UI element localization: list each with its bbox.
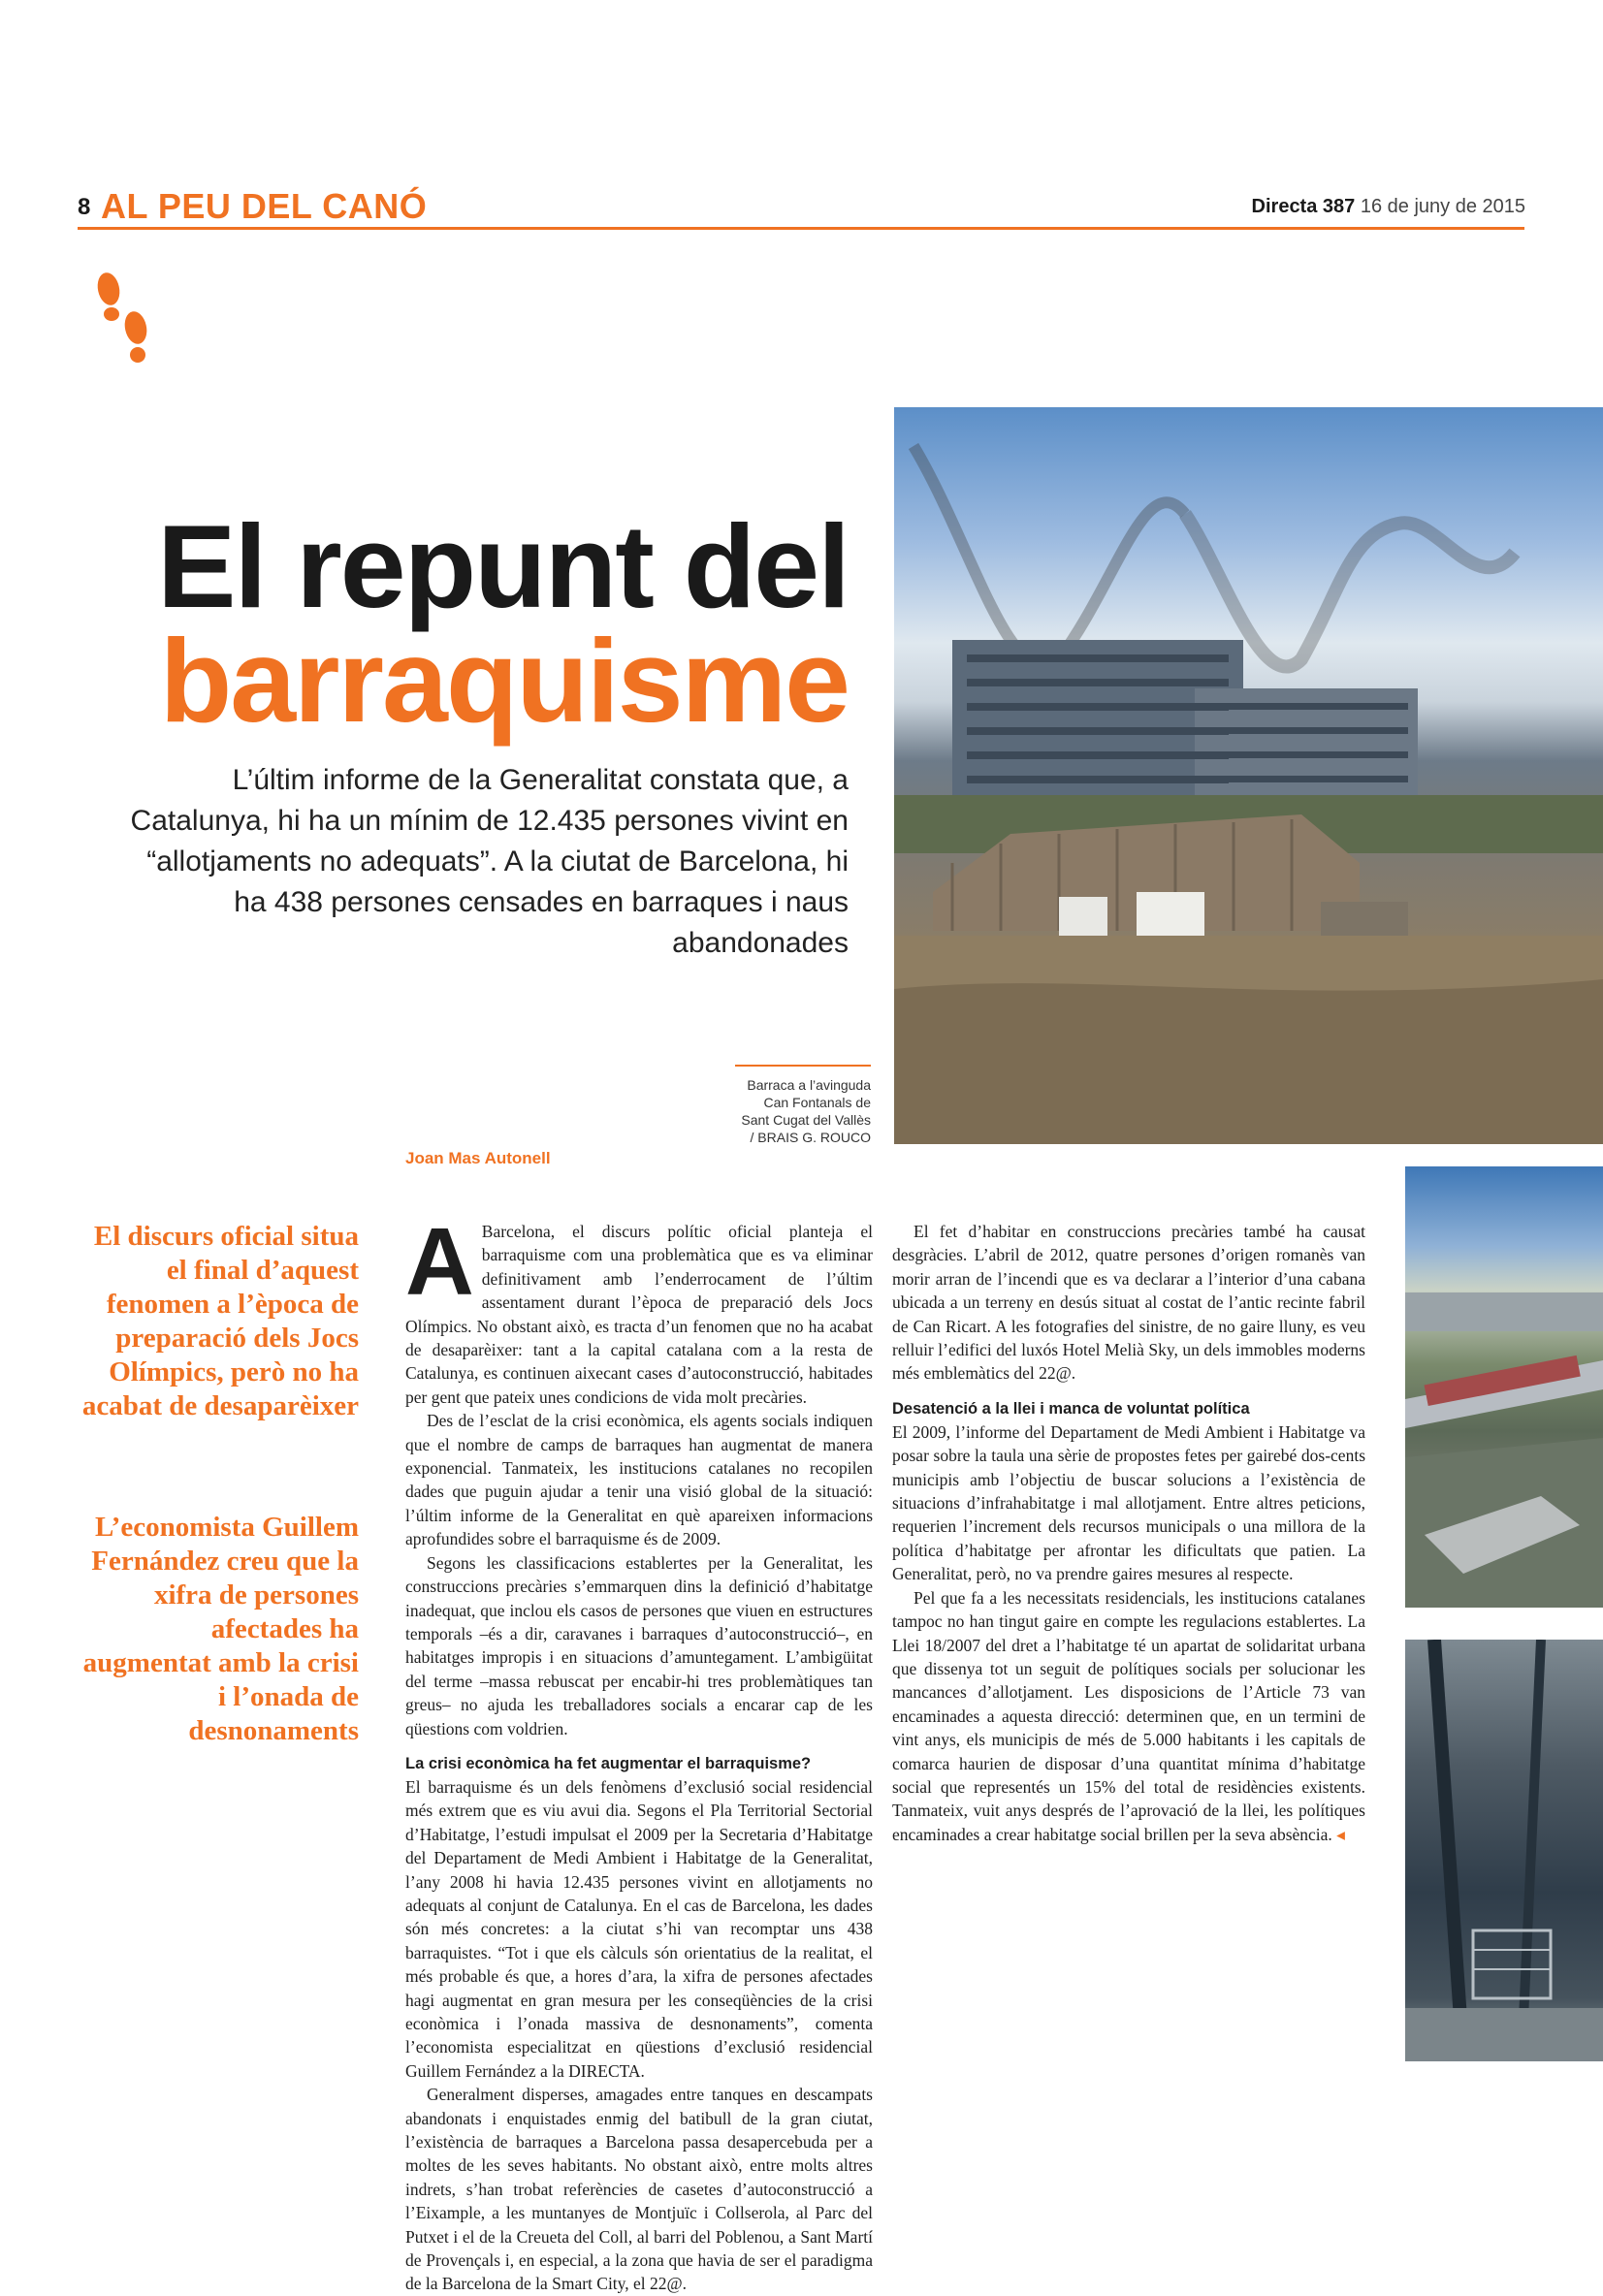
article-column-right <box>892 1220 1365 1846</box>
article-paragraph: El barraquisme és un dels fenòmens d’exclusió social residencial més extrem que es viu avui dia. Segons el Pla Territorial Sectorial d’Habitatge, l’estudi impulsat el 2009 per la Secretaria d’Habitatge del Departament de Medi Ambient i Habitatge de la Generalitat, l’any 2008 hi havia 12.435 persones vivint en allotjaments no adequats al conjunt de Catalunya. En el cas de Barcelona, les dades són més concretes: a la ciutat s’hi van recomptar uns 438 barraquistes. “Tot i que els càlculs són orientatius de la realitat, el més probable és que, a hores d’ara, la xifra de persones afectades hagi augmentat en gran mesura per les conseqüències de la crisi econòmica i l’onada massiva de desnonaments”, comenta l’economista especialitzat en qüestions d’exclusió residencial Guillem Fernández a la DIRECTA. <box>405 1776 873 2081</box>
caption-line: Can Fontanals de <box>763 1095 871 1110</box>
article-paragraph <box>405 1208 873 1409</box>
paragraph-text: Barcelona, el discurs polític oficial planteja el barraquisme com una problemàtica que es va eliminar definitivament amb l’enderrocament de l’últim assentament durant l’època de preparació dels Jocs Olímpics. No obstant això, es tracta d’un fenomen que no ha acabat de desaparèixer: tant a la capital catalana com a la resta de Catalunya, es continuen aixecant cases d’autoconstrucció, habitades per gent que pateix unes condicions de vida molt precàries. <box>405 1222 873 1407</box>
standfirst: L’últim informe de la Generalitat constata que, a Catalunya, hi ha un mínim de 12.435 persones vivint en “allotjaments no adequats”. A la ciutat de Barcelona, hi ha 438 persones censades en barraques i naus abandonades <box>130 764 849 959</box>
article-paragraph: Segons les classificacions establertes per la Generalitat, les construccions precàries s’emmarquen dins la definició d’habitatge inadequat, que inclou els casos de persones que viuen en estructures temporals –és a dir, caravanes i barraques d’autoconstrucció–, en habitatges impropis i en situacions d’amuntegament. L’ambigüitat del terme –massa rebuscat per encabir-hi tres problemàtiques tan greus– no ajuda les treballadores socials a encarar cap de les qüestions com voldrien. <box>405 1552 873 1738</box>
section-title: AL PEU DEL CANÓ <box>101 186 428 226</box>
article-paragraph: Generalment disperses, amagades entre tanques en descampats abandonats i enquistades enmig del batibull de la gran ciutat, l’existència de barraques a Barcelona passa desapercebuda per a moltes de les seves habitants. No obstant això, entre molts altres indrets, s’han trobat referències de casetes d’autoconstrucció a l’Eixample, a les muntanyes de Montjuïc i Collserola, al Parc del Putxet i el de la Creueta del Coll, al barri del Poblenou, a Sant Martí de Provençals i, en especial, a la zona que havia de ser el paradigma de la Barcelona de la Smart City, el 22@. <box>405 2085 873 2294</box>
issue-info <box>1252 196 1525 218</box>
publication-name: Directa 387 <box>1251 196 1356 217</box>
caption-line: Barraca a l’avinguda <box>747 1077 871 1093</box>
headline-line-1: El repunt del <box>157 500 849 632</box>
issue-date: 16 de juny de 2015 <box>1360 196 1525 217</box>
side-photo-2-illustration <box>1405 1640 1603 2061</box>
headline-line-2: barraquisme <box>159 615 849 747</box>
page-number: 8 <box>78 194 91 220</box>
photo-caption <box>679 1076 871 1146</box>
article-paragraph <box>892 1586 1365 1846</box>
caption-rule <box>735 1065 871 1067</box>
main-photo-illustration <box>894 407 1603 1144</box>
subheading: Desatenció a la llei i manca de voluntat política <box>892 1399 1250 1418</box>
caption-line: Sant Cugat del Vallès <box>741 1112 871 1128</box>
footprints-icon <box>89 268 157 374</box>
side-photo-1-illustration <box>1405 1166 1603 1608</box>
article-column-left <box>405 1208 873 2296</box>
pull-quote-1: El discurs oficial situa el final d’aquest fenomen a l’època de preparació dels Jocs Olímpics, però no ha acabat de desaparèixer <box>81 1221 359 1421</box>
main-photo <box>894 407 1603 1144</box>
photo-credit: / BRAIS G. ROUCO <box>750 1130 871 1145</box>
pull-quote-2: L’economista Guillem Fernández creu que la xifra de persones afectades ha augmentat amb la crisi i l’onada de desnonaments <box>82 1512 359 1746</box>
article-paragraph: El 2009, l’informe del Departament de Medi Ambient i Habitatge va posar sobre la taula una sèrie de propostes fetes per gairebé dos-cents municipis amb l’objectiu de buscar solucions a l’existència de situacions d’infrahabitatge i mal allotjament. Entre altres peticions, requerien l’increment dels recursos municipals o una millora de la política d’habitatge per afrontar les dificultats que patien. La Generalitat, però, no va prendre gaires mesures al respecte. <box>892 1421 1365 1584</box>
headline <box>157 500 849 747</box>
end-mark-icon: ◂ <box>1336 1824 1345 1844</box>
article-paragraph: El fet d’habitar en construccions precàries també ha causat desgràcies. L’abril de 2012, quatre persones d’origen romanès van morir arran de l’incendi que es va declarar a l’interior d’una cabana ubicada a un terreny en desús situat al costat de l’antic recinte fabril de Can Ricart. A les fotografies del sinistre, de no gaire lluny, es veu relluir l’edifici del luxós Hotel Melià Sky, un dels immobles moderns més emblemàtics del 22@. <box>892 1222 1365 1384</box>
paragraph-text: Pel que fa a les necessitats residencials, les institucions catalanes tampoc no han tingut gaire en compte les regulacions establertes. La Llei 18/2007 del dret a l’habitatge té un apartat de solidaritat urbana que dissenya tot un seguit de polítiques socials per solucionar les mancances d’allotjament. Les disposicions de l’Article 73 van encaminades a aquesta direcció: determinen que, en un termini de vint anys, els municipis de més de 5.000 habitants i les capitals de comarca haurien de disposar d’una quantitat mínima d’habitatge social que representés un 15% del total de residències existents. Tanmateix, vuit anys després de l’aprovació de la llei, les polítiques encaminades a crear habitatge social brillen per la seva absència. <box>892 1587 1365 1844</box>
byline: Joan Mas Autonell <box>405 1149 551 1167</box>
side-photo-railway <box>1405 1166 1603 1608</box>
subheading: La crisi econòmica ha fet augmentar el barraquisme? <box>405 1754 812 1772</box>
article-paragraph: Des de l’esclat de la crisi econòmica, els agents socials indiquen que el nombre de camps de barraques han augmentat de manera exponencial. Tanmateix, les institucions catalanes no recopilen dades que puguin ajudar a tenir una visió global de la situació: l’últim informe de la Generalitat en què apareixen informacions aprofundides sobre el barraquisme és de 2009. <box>405 1411 873 1549</box>
header-rule <box>78 227 1524 230</box>
drop-cap: A <box>405 1208 474 1315</box>
side-photo-shack-interior <box>1405 1640 1603 2061</box>
